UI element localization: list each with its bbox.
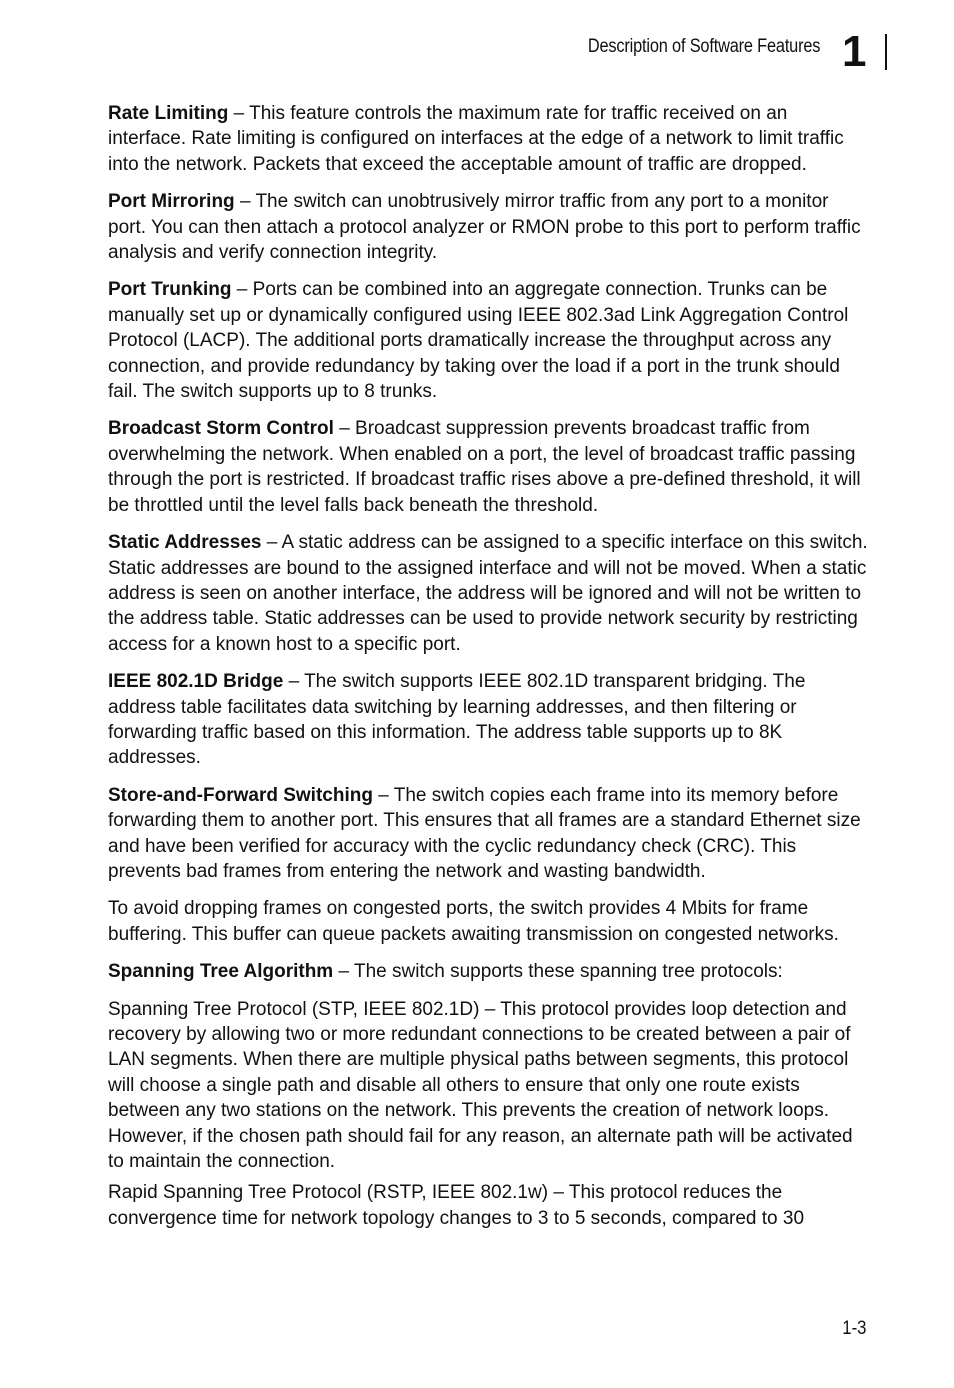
paragraph-port-mirroring xyxy=(108,189,870,265)
text-store-and-forward: – The switch copies each frame into its memory before forwarding them to another port. This ensures that all frames are a standard Ethernet size and have been verified for accuracy with the cyclic redundancy check (CRC). This prevents bad frames from entering the network and wasting bandwidth. xyxy=(108,784,861,882)
text-port-trunking: – Ports can be combined into an aggregate connection. Trunks can be manually set up or dynamically configured using IEEE 802.3ad Link Aggregation Control Protocol (LACP). The additional ports dramatically increase the throughput across any connection, and provide redundancy by taking over the load if a port in the trunk should fail. The switch supports up to 8 trunks. xyxy=(108,279,849,403)
term-rate-limiting: Rate Limiting xyxy=(108,103,229,124)
paragraph-broadcast-storm-control xyxy=(108,416,870,518)
paragraph-port-trunking xyxy=(108,277,870,404)
text-rate-limiting: – This feature controls the maximum rate for traffic received on an interface. Rate limiting is configured on interfaces at the edge of a network to limit traffic into the network. Packets that exceed the acceptable amount of traffic are dropped. xyxy=(108,103,844,175)
running-header: Description of Software Features xyxy=(587,36,820,57)
text-rstp: Rapid Spanning Tree Protocol (RSTP, IEEE 802.1w) – This protocol reduces the convergence time for network topology changes to 3 to 5 seconds, compared to 30 xyxy=(108,1182,805,1229)
page-number: 1-3 xyxy=(841,1318,866,1339)
chapter-rule xyxy=(885,34,887,70)
paragraph-frame-buffering xyxy=(108,896,870,947)
term-spanning-tree: Spanning Tree Algorithm xyxy=(108,961,334,983)
term-ieee-bridge: IEEE 802.1D Bridge xyxy=(108,671,284,693)
paragraph-ieee-bridge xyxy=(108,669,870,771)
term-port-trunking: Port Trunking xyxy=(108,279,232,301)
term-port-mirroring: Port Mirroring xyxy=(108,191,235,213)
paragraph-store-and-forward xyxy=(108,783,870,885)
text-spanning-tree: – The switch supports these spanning tree protocols: xyxy=(333,961,783,983)
paragraph-rate-limiting xyxy=(108,101,870,177)
term-static-addresses: Static Addresses xyxy=(108,532,262,554)
paragraph-static-addresses xyxy=(108,530,870,657)
term-store-and-forward: Store-and-Forward Switching xyxy=(108,784,373,806)
paragraph-rstp xyxy=(108,1180,870,1231)
paragraph-stp xyxy=(108,997,870,1175)
text-ieee-bridge: – The switch supports IEEE 802.1D transparent bridging. The address table facilitates data switching by learning addresses, and then filtering or forwarding traffic based on this information. The address table supports up to 8K addresses. xyxy=(108,671,806,769)
term-broadcast-storm-control: Broadcast Storm Control xyxy=(108,418,334,440)
paragraph-spanning-tree xyxy=(108,959,870,984)
text-static-addresses: – A static address can be assigned to a specific interface on this switch. Static addresses are bound to the assigned interface and will not be moved. When a static address is seen on another interface, the address will be ignored and will not be written to the address table. Static addresses can be used to provide network security by restricting access for a known host to a specific port. xyxy=(108,532,868,655)
text-port-mirroring: – The switch can unobtrusively mirror traffic from any port to a monitor port. You can then attach a protocol analyzer or RMON probe to this port to perform traffic analysis and verify connection integrity. xyxy=(108,191,861,264)
text-broadcast-storm-control: – Broadcast suppression prevents broadcast traffic from overwhelming the network. When enabled on a port, the level of broadcast traffic passing through the port is restricted. If broadcast traffic rises above a pre-defined threshold, it will be throttled until the level falls back beneath the threshold. xyxy=(108,418,861,516)
text-frame-buffering: To avoid dropping frames on congested ports, the switch provides 4 Mbits for frame buffering. This buffer can queue packets awaiting transmission on congested networks. xyxy=(108,898,839,945)
page-body xyxy=(108,101,870,1243)
chapter-number: 1 xyxy=(842,27,867,76)
text-stp: Spanning Tree Protocol (STP, IEEE 802.1D) – This protocol provides loop detection and recovery by allowing two or more redundant connections to be created between a pair of LAN segments. When there are multiple physical paths between segments, this protocol will choose a single path and disable all others to ensure that only one route exists between any two stations on the network. This prevents the creation of network loops. However, if the chosen path should fail for any reason, an alternate path will be activated to maintain the connection. xyxy=(108,998,853,1173)
